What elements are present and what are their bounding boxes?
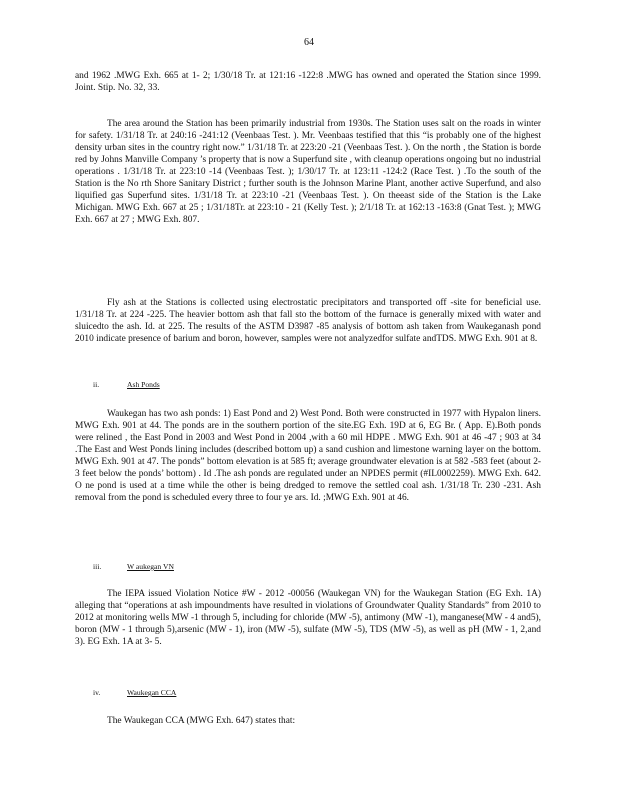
section-title: W aukegan VN <box>127 562 174 571</box>
section-title: Waukegan CCA <box>127 688 177 697</box>
paragraph-area-description: The area around the Station has been primarily industrial from 1930s. The Station uses salt on the roads in winter for safety. 1/31/18 Tr. at 240:16 -241:12 (Veenbaas Test. ). Mr. Veenbaas testified that this “is probably one of the highest density urban sites in the country right now.” 1/31/18 Tr. at 223:20 -21 (Veenbaas Test. ). On the north , the Station is borde red by Johns Manville Company ’s property that is now a Superfund site , with cleanup operations ongoing but no industrial operations . 1/31/18 Tr. at 223:10 -14 (Veenbaas Test. ); 1/30/17 Tr. at 123:11 -124:2 (Race Test. ) .To the south of the Station is the No rth Shore Sanitary District ; further south is the Johnson Marine Plant, another active Superfund, and also liquified gas Superfund sites. 1/31/18 Tr. at 223:10 -21 (Veenbaas Test. ). On theeast side of the Station is the Lake Michigan. MWG Exh. 667 at 25 ; 1/31/18Tr. at 223:10 - 21 (Kelly Test. ); 2/1/18 Tr. at 162:13 -163:8 (Gnat Test. ); MWG Exh. 667 at 27 ; MWG Exh. 807. <box>75 119 541 225</box>
section-title: Ash Ponds <box>127 380 160 389</box>
section-number: iii. <box>93 562 102 571</box>
section-number: iv. <box>93 688 101 697</box>
paragraph-cca-intro: The Waukegan CCA (MWG Exh. 647) states that: <box>107 716 296 726</box>
page-number: 64 <box>304 37 314 48</box>
paragraph-fly-ash: Fly ash at the Stations is collected using electrostatic precipitators and transported off -site for beneficial use. 1/31/18 Tr. at 224 -225. The heavier bottom ash that fall sto the bottom of the furnace is generally mixed with water and sluicedto the ash. Id. at 225. The results of the ASTM D3987 -85 analysis of bottom ash taken from Waukeganash pond 2010 indicate presence of barium and boron, however, samples were not analyzedfor sulfate andTDS. MWG Exh. 901 at 8. <box>75 298 541 344</box>
section-heading-waukegan-vn <box>93 562 174 572</box>
section-heading-ash-ponds <box>93 380 160 390</box>
paragraph-station-history: and 1962 .MWG Exh. 665 at 1- 2; 1/30/18 Tr. at 121:16 -122:8 .MWG has owned and operated the Station since 1999. Joint. Stip. No. 32, 33. <box>75 71 541 93</box>
section-heading-waukegan-cca <box>93 688 176 698</box>
section-number: ii. <box>93 380 100 389</box>
paragraph-violation-notice: The IEPA issued Violation Notice #W - 2012 -00056 (Waukegan VN) for the Waukegan Station (EG Exh. 1A) alleging that “operations at ash impoundments have resulted in violations of Groundwater Quality Standards” from 2010 to 2012 at monitoring wells MW -1 through 5, including for chloride (MW -5), antimony (MW -1), manganese(MW - 4 and5), boron (MW - 1 through 5),arsenic (MW - 1), iron (MW -5), sulfate (MW -5), TDS (MW -5), as well as pH (MW - 1, 2,and 3). EG Exh. 1A at 3- 5. <box>75 589 541 647</box>
paragraph-ash-ponds: Waukegan has two ash ponds: 1) East Pond and 2) West Pond. Both were constructed in 1977 with Hypalon liners. MWG Exh. 901 at 44. The ponds are in the southern portion of the site.EG Exh. 19D at 6, EG Br. ( App. E).Both ponds were relined , the East Pond in 2003 and West Pond in 2004 ,with a 60 mil HDPE . MWG Exh. 901 at 46 -47 ; 903 at 34 .The East and West Ponds lining includes (described bottom up) a sand cushion and limestone warning layer on the bottom. MWG Exh. 901 at 47. The ponds” bottom elevation is at 585 ft; average groundwater elevation is at 582 -583 feet (about 2-3 feet below the ponds’ bottom) . Id .The ash ponds are regulated under an NPDES permit (#IL0002259). MWG Exh. 642. O ne pond is used at a time while the other is being dredged to remove the settled coal ash. 1/31/18 Tr. 230 -231. Ash removal from the pond is scheduled every three to four ye ars. Id. ;MWG Exh. 901 at 46. <box>75 409 541 503</box>
